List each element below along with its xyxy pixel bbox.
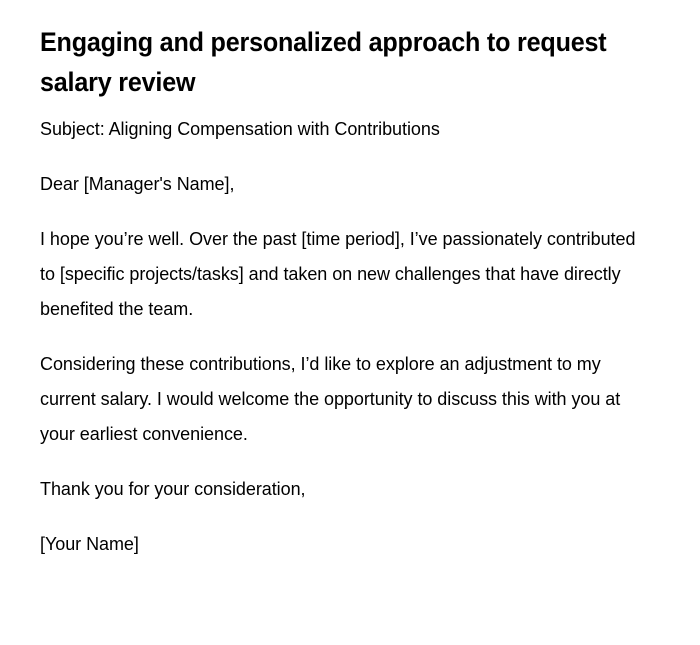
body-paragraph-1: I hope you’re well. Over the past [time period], I’ve passionately contributed to [specific projects/tasks] and taken on new challenges that have directly benefited the team. xyxy=(40,229,636,319)
subject-line: Subject: Aligning Compensation with Contributions xyxy=(40,119,440,139)
body-paragraph-2: Considering these contributions, I’d like to explore an adjustment to my current salary. I would welcome the opportunity to discuss this with you at your earliest convenience. xyxy=(40,354,621,444)
salutation-line: Dear [Manager's Name], xyxy=(40,174,235,194)
closing-line: Thank you for your consideration, xyxy=(40,479,306,499)
signature-line: [Your Name] xyxy=(40,534,139,554)
email-template-article xyxy=(40,22,642,562)
document-body xyxy=(40,112,642,562)
page-title: Engaging and personalized approach to request salary review xyxy=(40,27,607,97)
